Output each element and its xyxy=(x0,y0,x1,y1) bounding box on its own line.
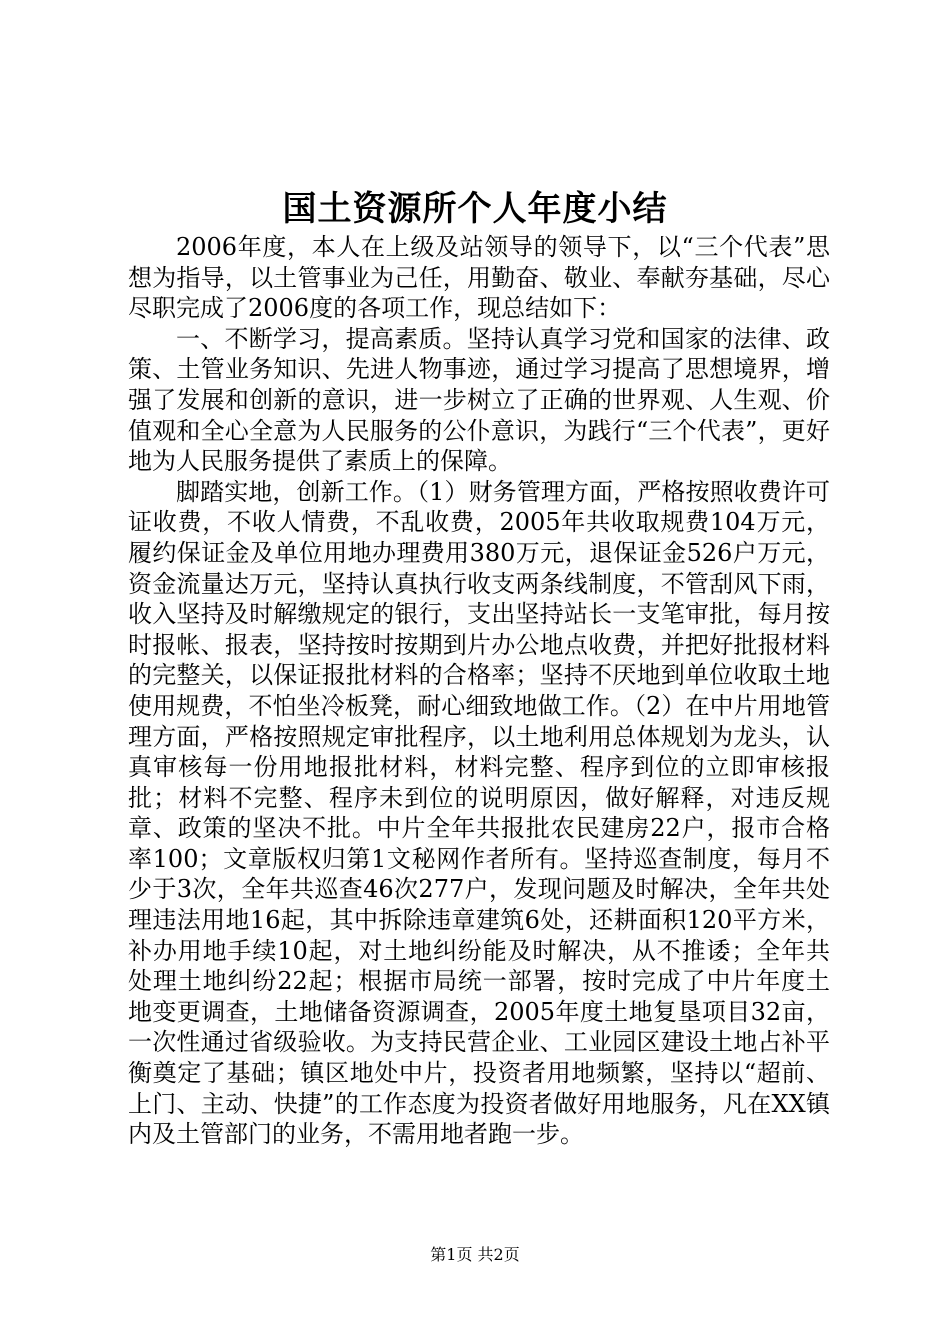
paragraph-intro: 2006年度，本人在上级及站领导的领导下，以“三个代表”思想为指导，以土管事业为己任，用勤奋、敬业、奉献夯基础，尽心尽职完成了2006度的各项工作，现总结如下： xyxy=(128,233,830,323)
paragraph-work: 脚踏实地，创新工作。（1）财务管理方面，严格按照收费许可证收费，不收人情费，不乱收费，2005年共收取规费104万元，履约保证金及单位用地办理费用380万元，退保证金526户万元，资金流量达万元，坚持认真执行收支两条线制度，不管刮风下雨，收入坚持及时解缴规定的银行，支出坚持站长一支笔审批，每月按时报帐、报表，坚持按时按期到片办公地点收费，并把好批报材料的完整关，以保证报批材料的合格率；坚持不厌地到单位收取土地使用规费，不怕坐冷板凳，耐心细致地做工作。（2）在中片用地管理方面，严格按照规定审批程序，以土地利用总体规划为龙头，认真审核每一份用地报批材料，材料完整、程序到位的立即审核报批；材料不完整、程序未到位的说明原因，做好解释，对违反规章、政策的坚决不批。中片全年共报批农民建房22户，报市合格率100；文章版权归第1文秘网作者所有。坚持巡查制度，每月不少于3次，全年共巡查46次277户，发现问题及时解决，全年共处理违法用地16起，其中拆除违章建筑6处，还耕面积120平方米，补办用地手续10起，对土地纠纷能及时解决，从不推诿；全年共处理土地纠纷22起；根据市局统一部署，按时完成了中片年度土地变更调查，土地储备资源调查，2005年度土地复垦项目32亩，一次性通过省级验收。为支持民营企业、工业园区建设土地占补平衡奠定了基础；镇区地处中片，投资者用地频繁，坚持以“超前、上门、主动、快捷”的工作态度为投资者做好用地服务，凡在XX镇内及土管部门的业务，不需用地者跑一步。 xyxy=(128,477,830,1149)
paragraph-study: 一、不断学习，提高素质。坚持认真学习党和国家的法律、政策、土管业务知识、先进人物事迹，通过学习提高了思想境界，增强了发展和创新的意识，进一步树立了正确的世界观、人生观、价值观和全心全意为人民服务的公仆意识，为践行“三个代表”，更好地为人民服务提供了素质上的保障。 xyxy=(128,324,830,476)
page-footer: 第1页 共2页 xyxy=(430,1245,520,1264)
document-title: 国土资源所个人年度小结 xyxy=(282,189,668,229)
document-body xyxy=(128,232,830,1150)
